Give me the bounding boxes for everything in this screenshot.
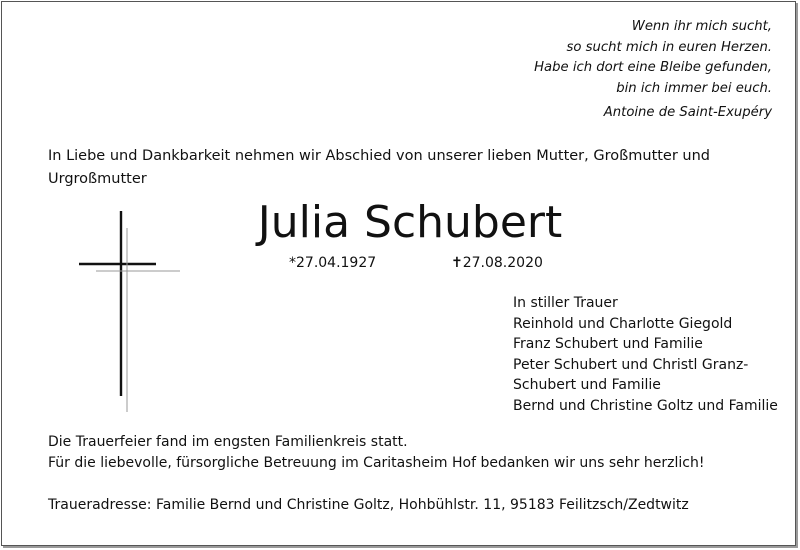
quote-block: [534, 17, 772, 99]
notes-block: [48, 432, 704, 474]
quote-line: bin ich immer bei euch.: [616, 80, 772, 96]
mourner-line: Peter Schubert und Christl Granz-: [513, 356, 749, 373]
deceased-name: Julia Schubert: [257, 197, 563, 248]
mourners-list: [513, 293, 778, 416]
quote-line: Wenn ihr mich sucht,: [631, 19, 772, 34]
death-date: ✝27.08.2020: [451, 255, 543, 271]
quote-line: Habe ich dort eine Bleibe gefunden,: [534, 60, 772, 75]
mourner-line: Reinhold und Charlotte Giegold: [513, 315, 733, 332]
mourner-line: In stiller Trauer: [513, 295, 618, 311]
quote-author: Antoine de Saint-Exupéry: [603, 105, 772, 120]
mourner-line: Schubert und Familie: [513, 377, 661, 393]
birth-date: *27.04.1927: [289, 255, 377, 271]
cross-icon: [76, 208, 186, 416]
thanks-note: Für die liebevolle, fürsorgliche Betreuung im Caritasheim Hof bedanken wir uns sehr herzlich!: [48, 455, 705, 471]
mourner-line: Franz Schubert und Familie: [513, 336, 703, 352]
quote-line: so sucht mich in euren Herzen.: [566, 39, 772, 55]
funeral-note: Die Trauerfeier fand im engsten Familienkreis statt.: [48, 434, 408, 450]
mourner-line: Bernd und Christine Goltz und Familie: [513, 397, 778, 414]
mourning-address: Traueradresse: Familie Bernd und Christine Goltz, Hohbühlstr. 11, 95183 Feilitzsch/Zedtwitz: [48, 497, 689, 513]
intro-text: In Liebe und Dankbarkeit nehmen wir Abschied von unserer lieben Mutter, Großmutter und Urgroßmutter: [48, 148, 711, 187]
